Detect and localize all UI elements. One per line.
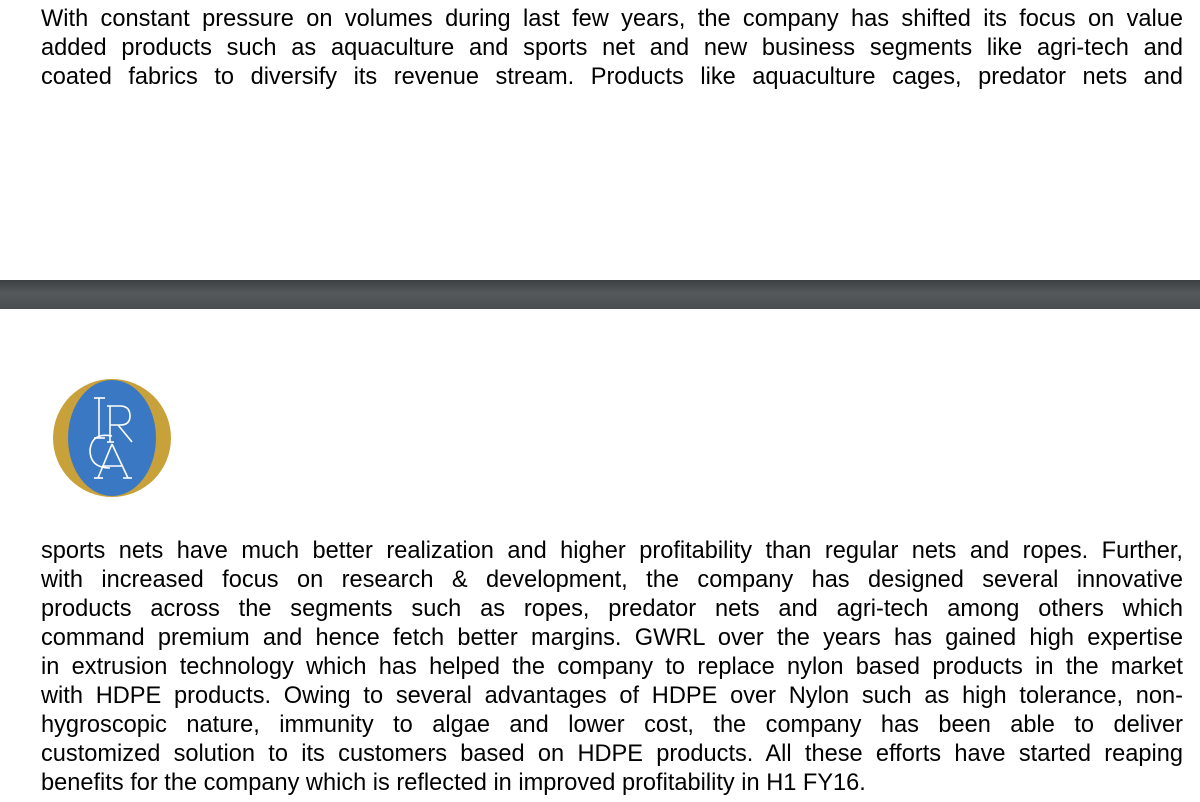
- paragraph-line: in extrusion technology which has helped the company to replace nylon based products in the market: [41, 654, 1183, 680]
- bottom-paragraph: [41, 537, 1183, 798]
- paragraph-line: hygroscopic nature, immunity to algae and lower cost, the company has been able to deliver: [41, 712, 1183, 738]
- paragraph-line: added products such as aquaculture and sports net and new business segments like agri-tech and: [41, 35, 1183, 61]
- paragraph-line: coated fabrics to diversify its revenue stream. Products like aquaculture cages, predator nets and: [41, 64, 1183, 90]
- paragraph-line: with HDPE products. Owing to several advantages of HDPE over Nylon such as high tolerance, non-: [41, 683, 1183, 709]
- icra-logo: [52, 378, 172, 498]
- top-paragraph: [41, 5, 1183, 92]
- paragraph-line: command premium and hence fetch better margins. GWRL over the years has gained high expertise: [41, 625, 1183, 651]
- icra-logo-icon: [52, 378, 172, 498]
- paragraph-line: sports nets have much better realization and higher profitability than regular nets and ropes. Further,: [41, 538, 1183, 564]
- paragraph-line: customized solution to its customers based on HDPE products. All these efforts have started reaping: [41, 741, 1183, 767]
- paragraph-line: With constant pressure on volumes during last few years, the company has shifted its focus on value: [41, 6, 1183, 32]
- paragraph-line: products across the segments such as ropes, predator nets and agri-tech among others which: [41, 596, 1183, 622]
- paragraph-line: with increased focus on research & development, the company has designed several innovative: [41, 567, 1183, 593]
- page-separator-bar: [0, 280, 1200, 309]
- paragraph-line: benefits for the company which is reflected in improved profitability in H1 FY16.: [41, 770, 866, 796]
